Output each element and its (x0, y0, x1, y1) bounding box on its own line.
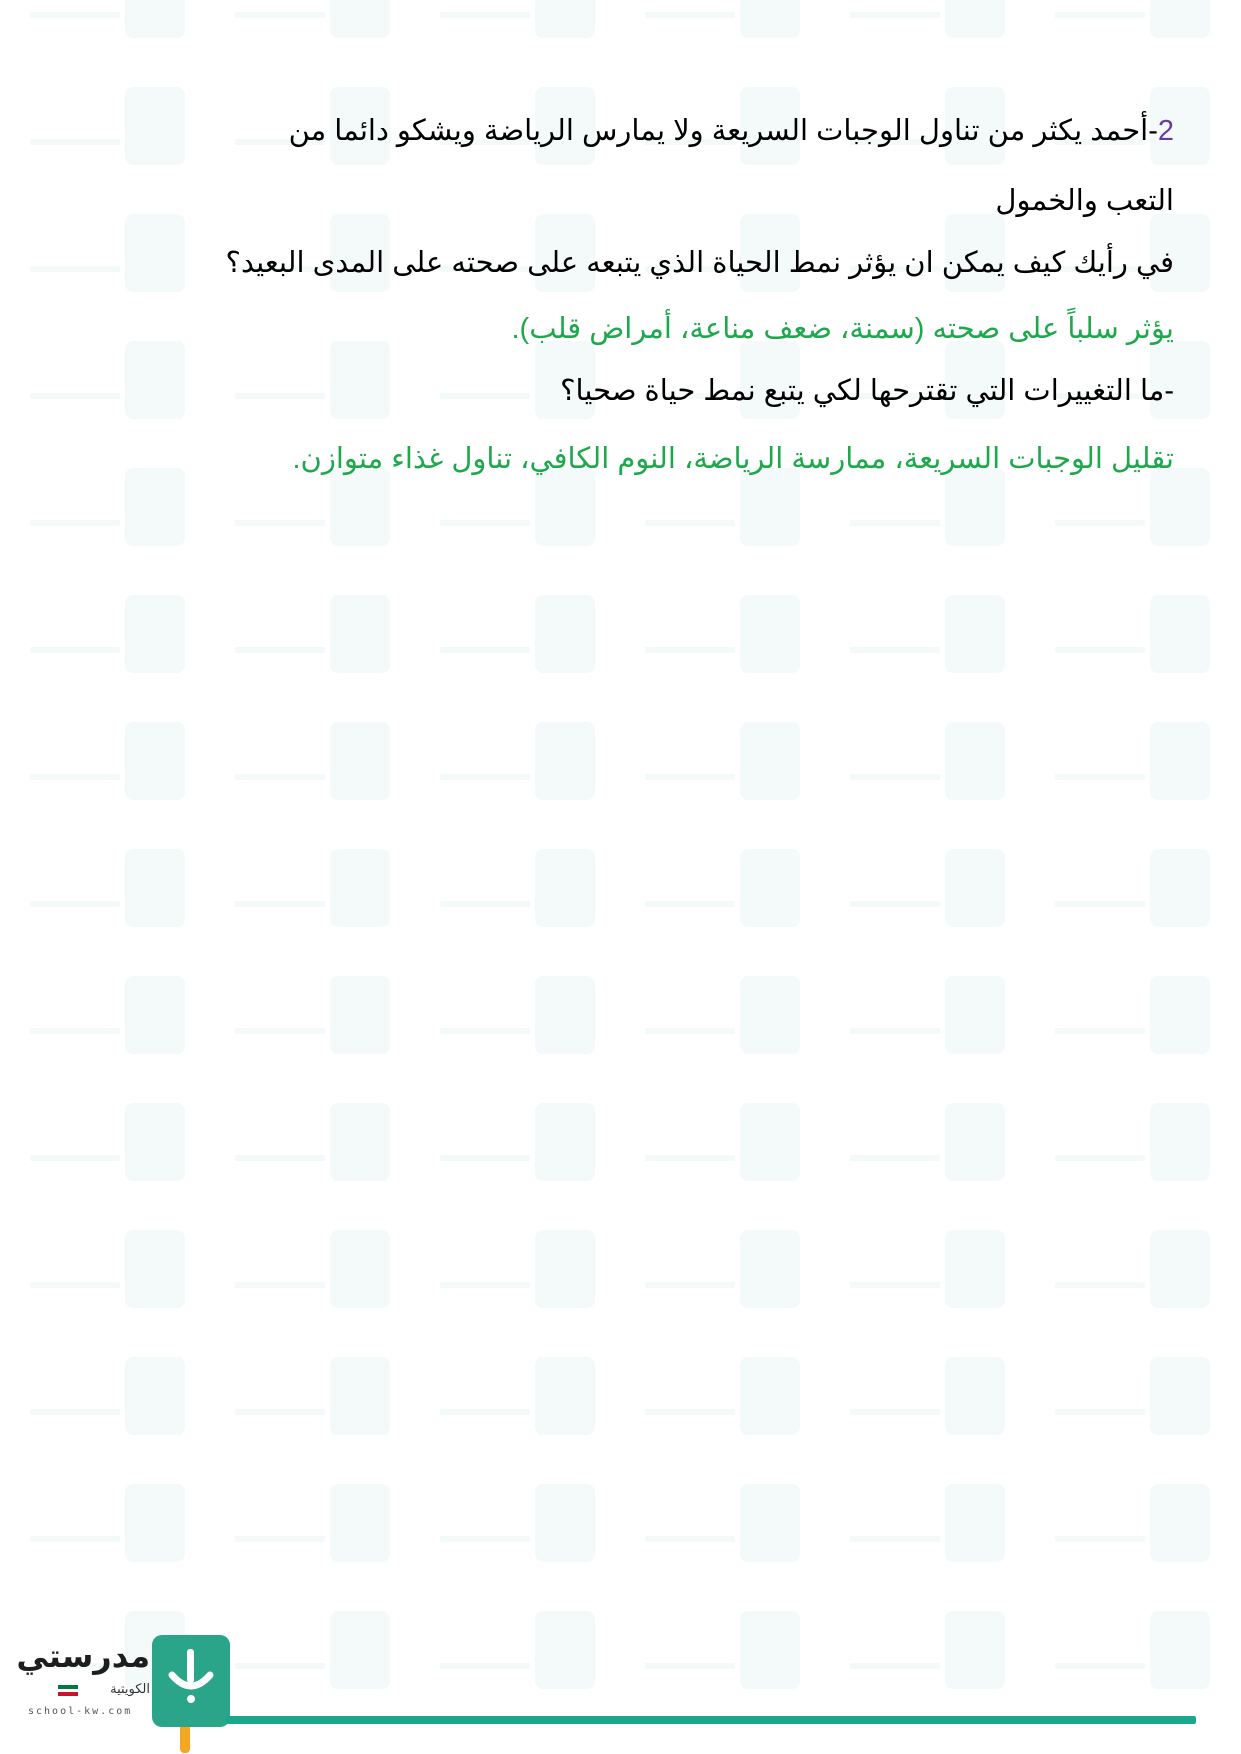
watermark-tile (1220, 468, 1241, 595)
watermark-tile (605, 1230, 810, 1357)
watermark-tile (1220, 1611, 1241, 1738)
watermark-tile (0, 1357, 195, 1484)
watermark-tile (400, 1484, 605, 1611)
watermark-tile (810, 0, 1015, 87)
watermark-tile (1220, 1103, 1241, 1230)
question-number: 2 (1157, 115, 1174, 147)
watermark-tile (605, 1103, 810, 1230)
watermark-tile (810, 1357, 1015, 1484)
watermark-tile (1015, 1484, 1220, 1611)
watermark-tile (1220, 87, 1241, 214)
watermark-tile (195, 976, 400, 1103)
watermark-tile (400, 1230, 605, 1357)
watermark-tile (400, 1357, 605, 1484)
watermark-tile (1220, 595, 1241, 722)
watermark-tile (605, 1484, 810, 1611)
watermark-tile (0, 849, 195, 976)
watermark-tile (195, 849, 400, 976)
question-line-2: التعب والخمول (995, 185, 1174, 217)
watermark-tile (1015, 976, 1220, 1103)
watermark-tile (605, 722, 810, 849)
watermark-tile (810, 1484, 1015, 1611)
watermark-tile (0, 1484, 195, 1611)
watermark-tile (400, 976, 605, 1103)
watermark-tile (1015, 0, 1220, 87)
question-line-1 (120, 102, 1174, 160)
watermark-tile (1220, 722, 1241, 849)
watermark-tile (0, 0, 195, 87)
watermark-tile (195, 1103, 400, 1230)
watermark-tile (1220, 214, 1241, 341)
watermark-tile (1220, 0, 1241, 87)
pen-icon (180, 1727, 190, 1753)
logo-url: school-kw.com (28, 1706, 133, 1717)
footer-divider (226, 1716, 1196, 1724)
sub-question-1: في رأيك كيف يمكن ان يؤثر نمط الحياة الذي يتبعه على صحته على المدى البعيد؟ (225, 247, 1174, 279)
school-logo (16, 1635, 222, 1745)
watermark-tile (195, 1484, 400, 1611)
watermark-tile (810, 595, 1015, 722)
sub-question-2: -ما التغييرات التي تقترحها لكي يتبع نمط حياة صحيا؟ (560, 375, 1174, 407)
watermark-tile (1220, 1357, 1241, 1484)
watermark-tile (1015, 722, 1220, 849)
logo-name: مدرستي (16, 1638, 150, 1674)
watermark-tile (0, 976, 195, 1103)
logo-badge-icon (152, 1635, 230, 1727)
watermark-tile (400, 722, 605, 849)
watermark-tile (810, 849, 1015, 976)
watermark-tile (1015, 849, 1220, 976)
logo-country: الكويتية (110, 1681, 150, 1696)
kuwait-flag-icon (58, 1685, 78, 1696)
watermark-tile (605, 595, 810, 722)
watermark-tile (400, 0, 605, 87)
watermark-tile (0, 1103, 195, 1230)
watermark-tile (1015, 1103, 1220, 1230)
watermark-tile (810, 976, 1015, 1103)
watermark-tile (605, 1357, 810, 1484)
watermark-tile (1220, 341, 1241, 468)
watermark-tile (1220, 849, 1241, 976)
watermark-tile (810, 1103, 1015, 1230)
question-block (120, 102, 1174, 490)
watermark-tile (810, 722, 1015, 849)
answer-1: يؤثر سلباً على صحته (سمنة، ضعف مناعة، أمراض قلب). (511, 313, 1174, 345)
watermark-tile (1015, 1230, 1220, 1357)
watermark-tile (810, 1230, 1015, 1357)
watermark-tile (400, 595, 605, 722)
watermark-tile (605, 976, 810, 1103)
watermark-tile (1015, 595, 1220, 722)
watermark-tile (400, 1103, 605, 1230)
watermark-tile (195, 1230, 400, 1357)
watermark-tile (195, 595, 400, 722)
watermark-tile (605, 0, 810, 87)
question-text: -أحمد يكثر من تناول الوجبات السريعة ولا يمارس الرياضة ويشكو دائما من (288, 115, 1158, 147)
watermark-tile (0, 595, 195, 722)
watermark-tile (400, 849, 605, 976)
answer-2: تقليل الوجبات السريعة، ممارسة الرياضة، النوم الكافي، تناول غذاء متوازن. (292, 443, 1174, 475)
watermark-tile (195, 0, 400, 87)
watermark-tile (195, 722, 400, 849)
watermark-tile (1220, 1230, 1241, 1357)
watermark-tile (1015, 1357, 1220, 1484)
watermark-tile (1220, 1484, 1241, 1611)
watermark-tile (1220, 976, 1241, 1103)
watermark-tile (195, 1357, 400, 1484)
watermark-tile (605, 849, 810, 976)
watermark-tile (0, 1230, 195, 1357)
watermark-tile (0, 722, 195, 849)
